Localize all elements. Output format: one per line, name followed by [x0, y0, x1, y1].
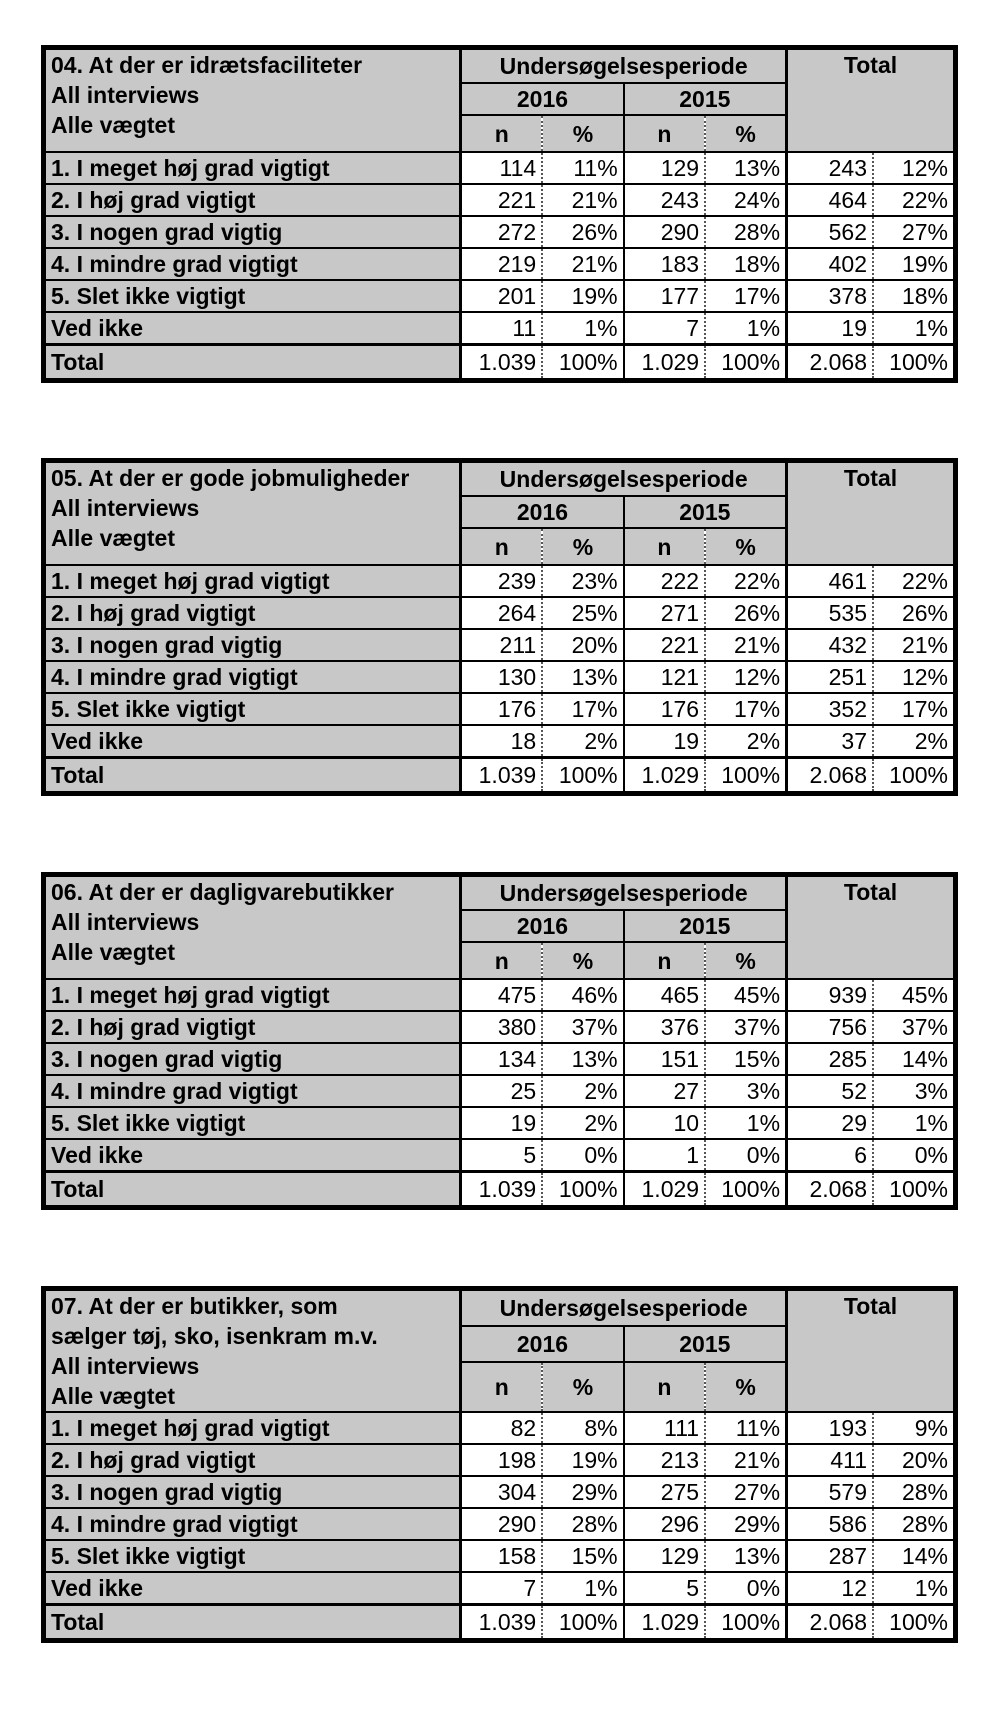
n-header: n — [624, 528, 705, 565]
title-line: 04. At der er idrætsfaciliteter — [51, 52, 363, 78]
pct-2015-cell: 100% — [705, 1172, 786, 1208]
n-2016-cell: 198 — [461, 1444, 542, 1476]
pct-total-cell: 14% — [873, 1043, 955, 1075]
n-header: n — [624, 1362, 705, 1412]
n-total-cell: 37 — [787, 725, 873, 758]
table-row — [44, 1107, 956, 1139]
title-line: All interviews — [51, 82, 200, 108]
n-2016-cell: 25 — [461, 1075, 542, 1107]
n-2015-cell: 121 — [624, 661, 705, 693]
pct-2015-cell: 0% — [705, 1139, 786, 1172]
n-2016-cell: 11 — [461, 312, 542, 345]
n-total-cell: 432 — [787, 629, 873, 661]
row-label: Total — [44, 1172, 461, 1208]
year-header-2016: 2016 — [461, 496, 624, 528]
pct-total-cell: 100% — [873, 1605, 955, 1641]
pct-header: % — [705, 942, 786, 979]
period-header: Undersøgelsesperiode — [461, 48, 787, 84]
n-2016-cell: 380 — [461, 1011, 542, 1043]
pct-total-cell: 100% — [873, 345, 955, 381]
pct-2015-cell: 12% — [705, 661, 786, 693]
pct-2015-cell: 27% — [705, 1476, 786, 1508]
pct-2016-cell: 19% — [542, 1444, 623, 1476]
row-label: 5. Slet ikke vigtigt — [44, 280, 461, 312]
pct-2016-cell: 25% — [542, 597, 623, 629]
pct-2016-cell: 100% — [542, 345, 623, 381]
n-2015-cell: 296 — [624, 1508, 705, 1540]
table-row — [44, 1139, 956, 1172]
table-row — [44, 280, 956, 312]
row-label: 5. Slet ikke vigtigt — [44, 693, 461, 725]
title-line: Alle vægtet — [51, 525, 175, 551]
pct-total-cell: 0% — [873, 1139, 955, 1172]
table-row — [44, 1572, 956, 1605]
title-line: Alle vægtet — [51, 112, 175, 138]
n-2015-cell: 10 — [624, 1107, 705, 1139]
pct-total-cell: 2% — [873, 725, 955, 758]
survey-table — [41, 458, 958, 796]
pct-2016-cell: 0% — [542, 1139, 623, 1172]
pct-2015-cell: 11% — [705, 1412, 786, 1444]
pct-2016-cell: 46% — [542, 979, 623, 1011]
n-total-cell: 2.068 — [787, 1172, 873, 1208]
n-2015-cell: 376 — [624, 1011, 705, 1043]
table-row — [44, 216, 956, 248]
pct-2015-cell: 2% — [705, 725, 786, 758]
pct-2016-cell: 13% — [542, 661, 623, 693]
pct-2015-cell: 21% — [705, 629, 786, 661]
n-total-cell: 19 — [787, 312, 873, 345]
total-header: Total — [787, 875, 956, 980]
n-2015-cell: 1.029 — [624, 345, 705, 381]
table-row — [44, 1540, 956, 1572]
n-total-cell: 52 — [787, 1075, 873, 1107]
total-row — [44, 1605, 956, 1641]
n-2016-cell: 290 — [461, 1508, 542, 1540]
pct-total-cell: 45% — [873, 979, 955, 1011]
row-label: 2. I høj grad vigtigt — [44, 597, 461, 629]
pct-2016-cell: 8% — [542, 1412, 623, 1444]
table-row — [44, 565, 956, 597]
title-line: sælger tøj, sko, isenkram m.v. — [51, 1323, 378, 1349]
pct-2016-cell: 19% — [542, 280, 623, 312]
table-06-dagligvarebutikker — [41, 872, 958, 1210]
pct-2015-cell: 18% — [705, 248, 786, 280]
pct-2015-cell: 100% — [705, 1605, 786, 1641]
row-label: 3. I nogen grad vigtig — [44, 216, 461, 248]
n-2015-cell: 222 — [624, 565, 705, 597]
pct-total-cell: 20% — [873, 1444, 955, 1476]
n-2015-cell: 7 — [624, 312, 705, 345]
pct-2015-cell: 21% — [705, 1444, 786, 1476]
n-2015-cell: 129 — [624, 1540, 705, 1572]
pct-2016-cell: 1% — [542, 1572, 623, 1605]
n-2016-cell: 1.039 — [461, 758, 542, 794]
pct-2015-cell: 26% — [705, 597, 786, 629]
row-label: 4. I mindre grad vigtigt — [44, 248, 461, 280]
n-header: n — [461, 115, 542, 152]
n-2015-cell: 290 — [624, 216, 705, 248]
pct-2016-cell: 29% — [542, 1476, 623, 1508]
table-title — [44, 875, 461, 980]
pct-total-cell: 26% — [873, 597, 955, 629]
n-total-cell: 562 — [787, 216, 873, 248]
pct-2016-cell: 100% — [542, 758, 623, 794]
table-row — [44, 1476, 956, 1508]
n-total-cell: 2.068 — [787, 758, 873, 794]
row-label: 2. I høj grad vigtigt — [44, 1011, 461, 1043]
year-header-2016: 2016 — [461, 910, 624, 942]
total-header: Total — [787, 1289, 956, 1413]
n-2016-cell: 82 — [461, 1412, 542, 1444]
n-total-cell: 287 — [787, 1540, 873, 1572]
pct-total-cell: 27% — [873, 216, 955, 248]
total-header: Total — [787, 48, 956, 153]
n-2016-cell: 134 — [461, 1043, 542, 1075]
n-total-cell: 251 — [787, 661, 873, 693]
table-row — [44, 597, 956, 629]
n-total-cell: 535 — [787, 597, 873, 629]
pct-header: % — [705, 1362, 786, 1412]
n-total-cell: 2.068 — [787, 1605, 873, 1641]
table-row — [44, 693, 956, 725]
pct-2015-cell: 1% — [705, 312, 786, 345]
n-2015-cell: 465 — [624, 979, 705, 1011]
table-row — [44, 629, 956, 661]
n-2015-cell: 1.029 — [624, 758, 705, 794]
n-2015-cell: 1 — [624, 1139, 705, 1172]
pct-2016-cell: 23% — [542, 565, 623, 597]
n-2015-cell: 27 — [624, 1075, 705, 1107]
n-total-cell: 461 — [787, 565, 873, 597]
pct-total-cell: 28% — [873, 1476, 955, 1508]
title-line: 07. At der er butikker, som — [51, 1293, 338, 1319]
n-header: n — [624, 115, 705, 152]
row-label: 2. I høj grad vigtigt — [44, 1444, 461, 1476]
pct-2015-cell: 13% — [705, 152, 786, 184]
n-total-cell: 29 — [787, 1107, 873, 1139]
n-2016-cell: 1.039 — [461, 1605, 542, 1641]
table-row — [44, 248, 956, 280]
pct-header: % — [542, 528, 623, 565]
total-header: Total — [787, 461, 956, 566]
n-2016-cell: 239 — [461, 565, 542, 597]
table-row — [44, 1075, 956, 1107]
pct-2015-cell: 100% — [705, 345, 786, 381]
pct-2016-cell: 2% — [542, 1075, 623, 1107]
pct-2015-cell: 17% — [705, 693, 786, 725]
n-2016-cell: 211 — [461, 629, 542, 661]
pct-total-cell: 1% — [873, 1107, 955, 1139]
n-2015-cell: 243 — [624, 184, 705, 216]
pct-2016-cell: 15% — [542, 1540, 623, 1572]
year-header-2015: 2015 — [624, 1326, 787, 1362]
pct-2016-cell: 20% — [542, 629, 623, 661]
period-header: Undersøgelsesperiode — [461, 1289, 787, 1327]
table-row — [44, 979, 956, 1011]
year-header-2015: 2015 — [624, 910, 787, 942]
row-label: 1. I meget høj grad vigtigt — [44, 565, 461, 597]
title-line: Alle vægtet — [51, 939, 175, 965]
n-header: n — [461, 1362, 542, 1412]
pct-2015-cell: 3% — [705, 1075, 786, 1107]
table-05-jobmuligheder — [41, 458, 958, 796]
n-2015-cell: 183 — [624, 248, 705, 280]
n-total-cell: 402 — [787, 248, 873, 280]
n-total-cell: 464 — [787, 184, 873, 216]
pct-total-cell: 21% — [873, 629, 955, 661]
n-2015-cell: 151 — [624, 1043, 705, 1075]
row-label: 1. I meget høj grad vigtigt — [44, 979, 461, 1011]
n-total-cell: 378 — [787, 280, 873, 312]
pct-total-cell: 9% — [873, 1412, 955, 1444]
row-label: 4. I mindre grad vigtigt — [44, 1508, 461, 1540]
row-label: 1. I meget høj grad vigtigt — [44, 152, 461, 184]
n-total-cell: 193 — [787, 1412, 873, 1444]
table-row — [44, 725, 956, 758]
pct-total-cell: 12% — [873, 152, 955, 184]
n-2015-cell: 5 — [624, 1572, 705, 1605]
pct-2016-cell: 11% — [542, 152, 623, 184]
n-total-cell: 285 — [787, 1043, 873, 1075]
period-header: Undersøgelsesperiode — [461, 461, 787, 497]
survey-table — [41, 45, 958, 383]
row-label: 5. Slet ikke vigtigt — [44, 1540, 461, 1572]
pct-total-cell: 1% — [873, 312, 955, 345]
pct-2016-cell: 17% — [542, 693, 623, 725]
pct-total-cell: 37% — [873, 1011, 955, 1043]
pct-2015-cell: 17% — [705, 280, 786, 312]
n-total-cell: 6 — [787, 1139, 873, 1172]
pct-total-cell: 28% — [873, 1508, 955, 1540]
n-2015-cell: 221 — [624, 629, 705, 661]
total-row — [44, 1172, 956, 1208]
n-2016-cell: 219 — [461, 248, 542, 280]
table-04-idraetsfaciliteter — [41, 45, 958, 383]
n-total-cell: 756 — [787, 1011, 873, 1043]
year-header-2016: 2016 — [461, 83, 624, 115]
pct-2016-cell: 26% — [542, 216, 623, 248]
n-2015-cell: 1.029 — [624, 1605, 705, 1641]
pct-total-cell: 19% — [873, 248, 955, 280]
n-2015-cell: 111 — [624, 1412, 705, 1444]
n-2016-cell: 18 — [461, 725, 542, 758]
pct-total-cell: 3% — [873, 1075, 955, 1107]
pct-2015-cell: 37% — [705, 1011, 786, 1043]
n-2015-cell: 129 — [624, 152, 705, 184]
pct-total-cell: 17% — [873, 693, 955, 725]
pct-total-cell: 14% — [873, 1540, 955, 1572]
row-label: Total — [44, 758, 461, 794]
year-header-2015: 2015 — [624, 83, 787, 115]
survey-table — [41, 1286, 958, 1643]
pct-total-cell: 1% — [873, 1572, 955, 1605]
table-row — [44, 1011, 956, 1043]
n-total-cell: 2.068 — [787, 345, 873, 381]
row-label: 2. I høj grad vigtigt — [44, 184, 461, 216]
pct-total-cell: 22% — [873, 565, 955, 597]
pct-total-cell: 12% — [873, 661, 955, 693]
n-2015-cell: 271 — [624, 597, 705, 629]
pct-total-cell: 22% — [873, 184, 955, 216]
n-2016-cell: 5 — [461, 1139, 542, 1172]
pct-2016-cell: 2% — [542, 725, 623, 758]
table-row — [44, 312, 956, 345]
pct-2015-cell: 100% — [705, 758, 786, 794]
pct-2015-cell: 29% — [705, 1508, 786, 1540]
n-header: n — [461, 528, 542, 565]
title-line: Alle vægtet — [51, 1383, 175, 1409]
n-2015-cell: 19 — [624, 725, 705, 758]
pct-2015-cell: 28% — [705, 216, 786, 248]
year-header-2016: 2016 — [461, 1326, 624, 1362]
n-total-cell: 12 — [787, 1572, 873, 1605]
pct-2016-cell: 100% — [542, 1605, 623, 1641]
n-total-cell: 586 — [787, 1508, 873, 1540]
pct-2015-cell: 13% — [705, 1540, 786, 1572]
row-label: 5. Slet ikke vigtigt — [44, 1107, 461, 1139]
table-row — [44, 184, 956, 216]
n-2016-cell: 19 — [461, 1107, 542, 1139]
pct-header: % — [705, 528, 786, 565]
n-2016-cell: 475 — [461, 979, 542, 1011]
pct-2016-cell: 21% — [542, 184, 623, 216]
pct-2016-cell: 21% — [542, 248, 623, 280]
pct-2015-cell: 45% — [705, 979, 786, 1011]
table-title — [44, 461, 461, 566]
row-label: Ved ikke — [44, 1139, 461, 1172]
pct-2016-cell: 28% — [542, 1508, 623, 1540]
n-total-cell: 579 — [787, 1476, 873, 1508]
n-header: n — [461, 942, 542, 979]
n-2016-cell: 130 — [461, 661, 542, 693]
table-title — [44, 48, 461, 153]
n-2015-cell: 1.029 — [624, 1172, 705, 1208]
n-2016-cell: 221 — [461, 184, 542, 216]
n-2016-cell: 201 — [461, 280, 542, 312]
row-label: Ved ikke — [44, 312, 461, 345]
title-line: All interviews — [51, 495, 200, 521]
pct-total-cell: 18% — [873, 280, 955, 312]
pct-2016-cell: 1% — [542, 312, 623, 345]
row-label: 3. I nogen grad vigtig — [44, 629, 461, 661]
row-label: Ved ikke — [44, 725, 461, 758]
title-line: All interviews — [51, 909, 200, 935]
pct-2015-cell: 24% — [705, 184, 786, 216]
n-2016-cell: 304 — [461, 1476, 542, 1508]
row-label: 3. I nogen grad vigtig — [44, 1476, 461, 1508]
row-label: 1. I meget høj grad vigtigt — [44, 1412, 461, 1444]
row-label: Total — [44, 345, 461, 381]
pct-2016-cell: 13% — [542, 1043, 623, 1075]
table-row — [44, 1043, 956, 1075]
pct-header: % — [542, 115, 623, 152]
pct-2016-cell: 100% — [542, 1172, 623, 1208]
year-header-2015: 2015 — [624, 496, 787, 528]
pct-header: % — [542, 1362, 623, 1412]
pct-header: % — [705, 115, 786, 152]
n-header: n — [624, 942, 705, 979]
n-2016-cell: 176 — [461, 693, 542, 725]
n-2016-cell: 158 — [461, 1540, 542, 1572]
pct-2016-cell: 37% — [542, 1011, 623, 1043]
table-row — [44, 152, 956, 184]
title-line: 05. At der er gode jobmuligheder — [51, 465, 410, 491]
n-2015-cell: 275 — [624, 1476, 705, 1508]
row-label: Ved ikke — [44, 1572, 461, 1605]
table-row — [44, 1412, 956, 1444]
table-row — [44, 1508, 956, 1540]
pct-2015-cell: 0% — [705, 1572, 786, 1605]
table-row — [44, 661, 956, 693]
pct-total-cell: 100% — [873, 758, 955, 794]
n-2016-cell: 272 — [461, 216, 542, 248]
table-row — [44, 1444, 956, 1476]
row-label: 4. I mindre grad vigtigt — [44, 1075, 461, 1107]
row-label: 4. I mindre grad vigtigt — [44, 661, 461, 693]
pct-total-cell: 100% — [873, 1172, 955, 1208]
pct-header: % — [542, 942, 623, 979]
n-2016-cell: 7 — [461, 1572, 542, 1605]
row-label: 3. I nogen grad vigtig — [44, 1043, 461, 1075]
title-line: 06. At der er dagligvarebutikker — [51, 879, 395, 905]
table-title — [44, 1289, 461, 1413]
pct-2016-cell: 2% — [542, 1107, 623, 1139]
n-2016-cell: 1.039 — [461, 1172, 542, 1208]
period-header: Undersøgelsesperiode — [461, 875, 787, 911]
n-total-cell: 411 — [787, 1444, 873, 1476]
n-2016-cell: 1.039 — [461, 345, 542, 381]
n-2015-cell: 177 — [624, 280, 705, 312]
n-2015-cell: 176 — [624, 693, 705, 725]
row-label: Total — [44, 1605, 461, 1641]
n-2016-cell: 114 — [461, 152, 542, 184]
pct-2015-cell: 22% — [705, 565, 786, 597]
pct-2015-cell: 15% — [705, 1043, 786, 1075]
n-total-cell: 352 — [787, 693, 873, 725]
total-row — [44, 758, 956, 794]
n-2015-cell: 213 — [624, 1444, 705, 1476]
table-07-butikker — [41, 1286, 958, 1643]
pct-2015-cell: 1% — [705, 1107, 786, 1139]
title-line: All interviews — [51, 1353, 200, 1379]
survey-table — [41, 872, 958, 1210]
n-total-cell: 243 — [787, 152, 873, 184]
n-total-cell: 939 — [787, 979, 873, 1011]
n-2016-cell: 264 — [461, 597, 542, 629]
total-row — [44, 345, 956, 381]
